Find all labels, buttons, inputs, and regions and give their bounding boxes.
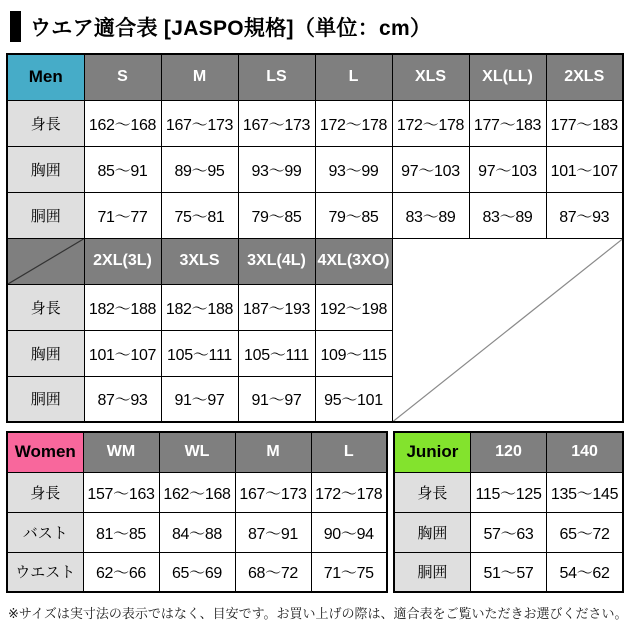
size-header: M [235, 432, 311, 472]
range-value-cell: 81～85 [83, 512, 159, 552]
range-value-cell: 57～63 [470, 512, 546, 552]
footer-note: ※サイズは実寸法の表示ではなく、目安です。お買い上げの際は、適合表をご覧いただきお選びください。 [8, 606, 628, 621]
row-label: 胸囲 [394, 512, 470, 552]
size-header-row [7, 432, 387, 472]
range-value-cell: 162～168 [159, 472, 235, 512]
row-label: バスト [7, 512, 83, 552]
range-value-cell: 177～183 [546, 100, 623, 146]
size-header: 140 [547, 432, 623, 472]
diagonal-line-icon [393, 239, 623, 422]
range-value-cell: 101～107 [84, 330, 161, 376]
range-value-cell: 51～57 [470, 552, 546, 592]
size-header: M [161, 54, 238, 100]
page-title-row [10, 11, 624, 42]
size-header-row-extended [7, 238, 623, 284]
measure-row [7, 192, 623, 238]
range-value-cell: 157～163 [83, 472, 159, 512]
measure-row [394, 472, 623, 512]
measure-row [7, 552, 387, 592]
size-header: XL(LL) [469, 54, 546, 100]
row-label: 身長 [7, 472, 83, 512]
range-value-cell: 192～198 [315, 284, 392, 330]
measure-row [394, 512, 623, 552]
group-label-women: Women [7, 432, 83, 472]
measure-row [7, 472, 387, 512]
size-header: L [311, 432, 387, 472]
range-value-cell: 71～77 [84, 192, 161, 238]
range-value-cell: 65～72 [547, 512, 623, 552]
range-value-cell: 62～66 [83, 552, 159, 592]
range-value-cell: 135～145 [547, 472, 623, 512]
range-value-cell: 65～69 [159, 552, 235, 592]
measure-row [394, 552, 623, 592]
range-value-cell: 172～178 [311, 472, 387, 512]
women-size-table [6, 431, 388, 593]
row-label: 身長 [7, 100, 84, 146]
range-value-cell: 115～125 [470, 472, 546, 512]
range-value-cell: 167～173 [235, 472, 311, 512]
range-value-cell: 93～99 [315, 146, 392, 192]
size-header-row [7, 54, 623, 100]
measure-row [7, 100, 623, 146]
size-header: WM [83, 432, 159, 472]
range-value-cell: 95～101 [315, 376, 392, 422]
range-value-cell: 54～62 [547, 552, 623, 592]
range-value-cell: 90～94 [311, 512, 387, 552]
row-label: 胴囲 [394, 552, 470, 592]
empty-diagonal-cell [392, 238, 623, 422]
row-label: 胴囲 [7, 376, 84, 422]
size-header: LS [238, 54, 315, 100]
size-header: 2XL(3L) [84, 238, 161, 284]
range-value-cell: 167～173 [161, 100, 238, 146]
range-value-cell: 187～193 [238, 284, 315, 330]
range-value-cell: 87～93 [84, 376, 161, 422]
row-label: 身長 [394, 472, 470, 512]
row-label: 身長 [7, 284, 84, 330]
size-header: 3XL(4L) [238, 238, 315, 284]
bottom-tables-row [6, 431, 624, 593]
size-header: L [315, 54, 392, 100]
range-value-cell: 87～91 [235, 512, 311, 552]
range-value-cell: 79～85 [238, 192, 315, 238]
row-label: 胸囲 [7, 330, 84, 376]
range-value-cell: 84～88 [159, 512, 235, 552]
range-value-cell: 87～93 [546, 192, 623, 238]
range-value-cell: 172～178 [392, 100, 469, 146]
corner-diagonal-cell [7, 238, 84, 284]
size-header: XLS [392, 54, 469, 100]
diagonal-line-icon [8, 239, 84, 284]
range-value-cell: 79～85 [315, 192, 392, 238]
size-header: 2XLS [546, 54, 623, 100]
range-value-cell: 105～111 [161, 330, 238, 376]
range-value-cell: 101～107 [546, 146, 623, 192]
measure-row [7, 146, 623, 192]
group-label-junior: Junior [394, 432, 470, 472]
row-label: ウエスト [7, 552, 83, 592]
size-header: S [84, 54, 161, 100]
size-header: 4XL(3XO) [315, 238, 392, 284]
range-value-cell: 105～111 [238, 330, 315, 376]
range-value-cell: 85～91 [84, 146, 161, 192]
range-value-cell: 75～81 [161, 192, 238, 238]
men-size-table [6, 53, 624, 423]
range-value-cell: 162～168 [84, 100, 161, 146]
range-value-cell: 83～89 [469, 192, 546, 238]
range-value-cell: 172～178 [315, 100, 392, 146]
range-value-cell: 89～95 [161, 146, 238, 192]
group-label-men: Men [7, 54, 84, 100]
page-title: ウエア適合表 [JASPO規格]（単位：cm） [30, 16, 432, 40]
title-accent-bar [10, 11, 21, 42]
junior-size-table [393, 431, 624, 593]
measure-row [7, 512, 387, 552]
size-header: WL [159, 432, 235, 472]
range-value-cell: 182～188 [161, 284, 238, 330]
range-value-cell: 93～99 [238, 146, 315, 192]
range-value-cell: 83～89 [392, 192, 469, 238]
range-value-cell: 91～97 [238, 376, 315, 422]
range-value-cell: 182～188 [84, 284, 161, 330]
range-value-cell: 68～72 [235, 552, 311, 592]
size-header: 120 [470, 432, 546, 472]
range-value-cell: 97～103 [392, 146, 469, 192]
size-header: 3XLS [161, 238, 238, 284]
range-value-cell: 71～75 [311, 552, 387, 592]
range-value-cell: 97～103 [469, 146, 546, 192]
range-value-cell: 167～173 [238, 100, 315, 146]
range-value-cell: 109～115 [315, 330, 392, 376]
range-value-cell: 177～183 [469, 100, 546, 146]
range-value-cell: 91～97 [161, 376, 238, 422]
row-label: 胸囲 [7, 146, 84, 192]
row-label: 胴囲 [7, 192, 84, 238]
size-header-row [394, 432, 623, 472]
